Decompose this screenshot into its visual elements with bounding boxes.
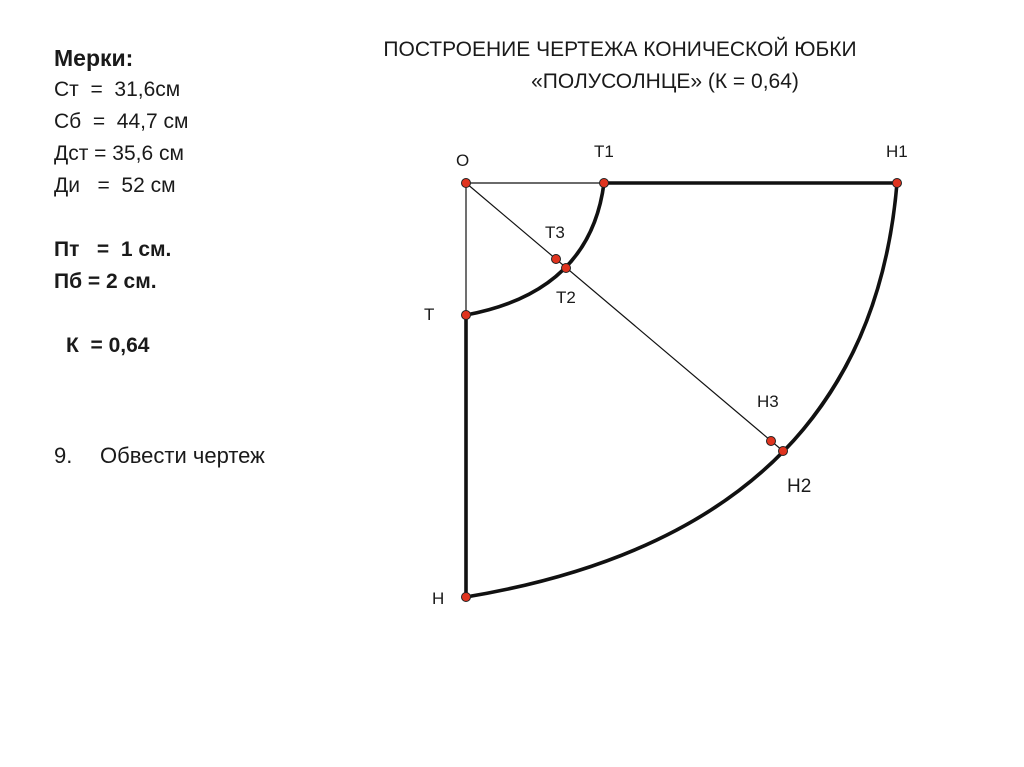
hem-outline [466,183,897,597]
step-number: 9. [54,443,73,468]
allowance-waist: Пт = 1 см. [54,238,172,261]
step-text: Обвести чертеж [100,443,265,468]
point-t [462,311,471,320]
label-h2: Н2 [787,476,812,497]
point-h2 [779,447,788,456]
point-h [462,593,471,602]
coefficient: К = 0,64 [66,334,150,357]
point-h1 [893,179,902,188]
label-t: Т [424,305,435,324]
point-t1 [600,179,609,188]
point-t2 [562,264,571,273]
label-o: О [456,151,470,170]
label-t2: Т2 [556,288,576,307]
measure-skirt-length: Ди = 52 см [54,174,176,197]
title-line-2: «ПОЛУСОЛНЦЕ» (К = 0,64) [531,70,799,93]
arc-waist-thin [566,183,604,268]
label-t1: Т1 [594,142,614,161]
measure-hip: Сб = 44,7 см [54,110,189,133]
waist-outline [466,183,604,315]
label-h3: Н3 [757,392,779,411]
point-h3 [767,437,776,446]
arc-hem-thin [783,183,897,451]
measure-waist: Ст = 31,6см [54,78,181,101]
allowance-hem: Пб = 2 см. [54,270,157,293]
measure-waist-length: Дст = 35,6 см [54,142,184,165]
label-t3: Т3 [545,223,565,242]
label-h1: Н1 [886,142,908,161]
label-h: Н [432,589,445,608]
point-t3 [552,255,561,264]
line-o-h2 [466,183,783,451]
measurements-heading: Мерки: [54,45,134,71]
title-line-1: ПОСТРОЕНИЕ ЧЕРТЕЖА КОНИЧЕСКОЙ ЮБКИ [383,38,857,61]
point-o [462,179,471,188]
